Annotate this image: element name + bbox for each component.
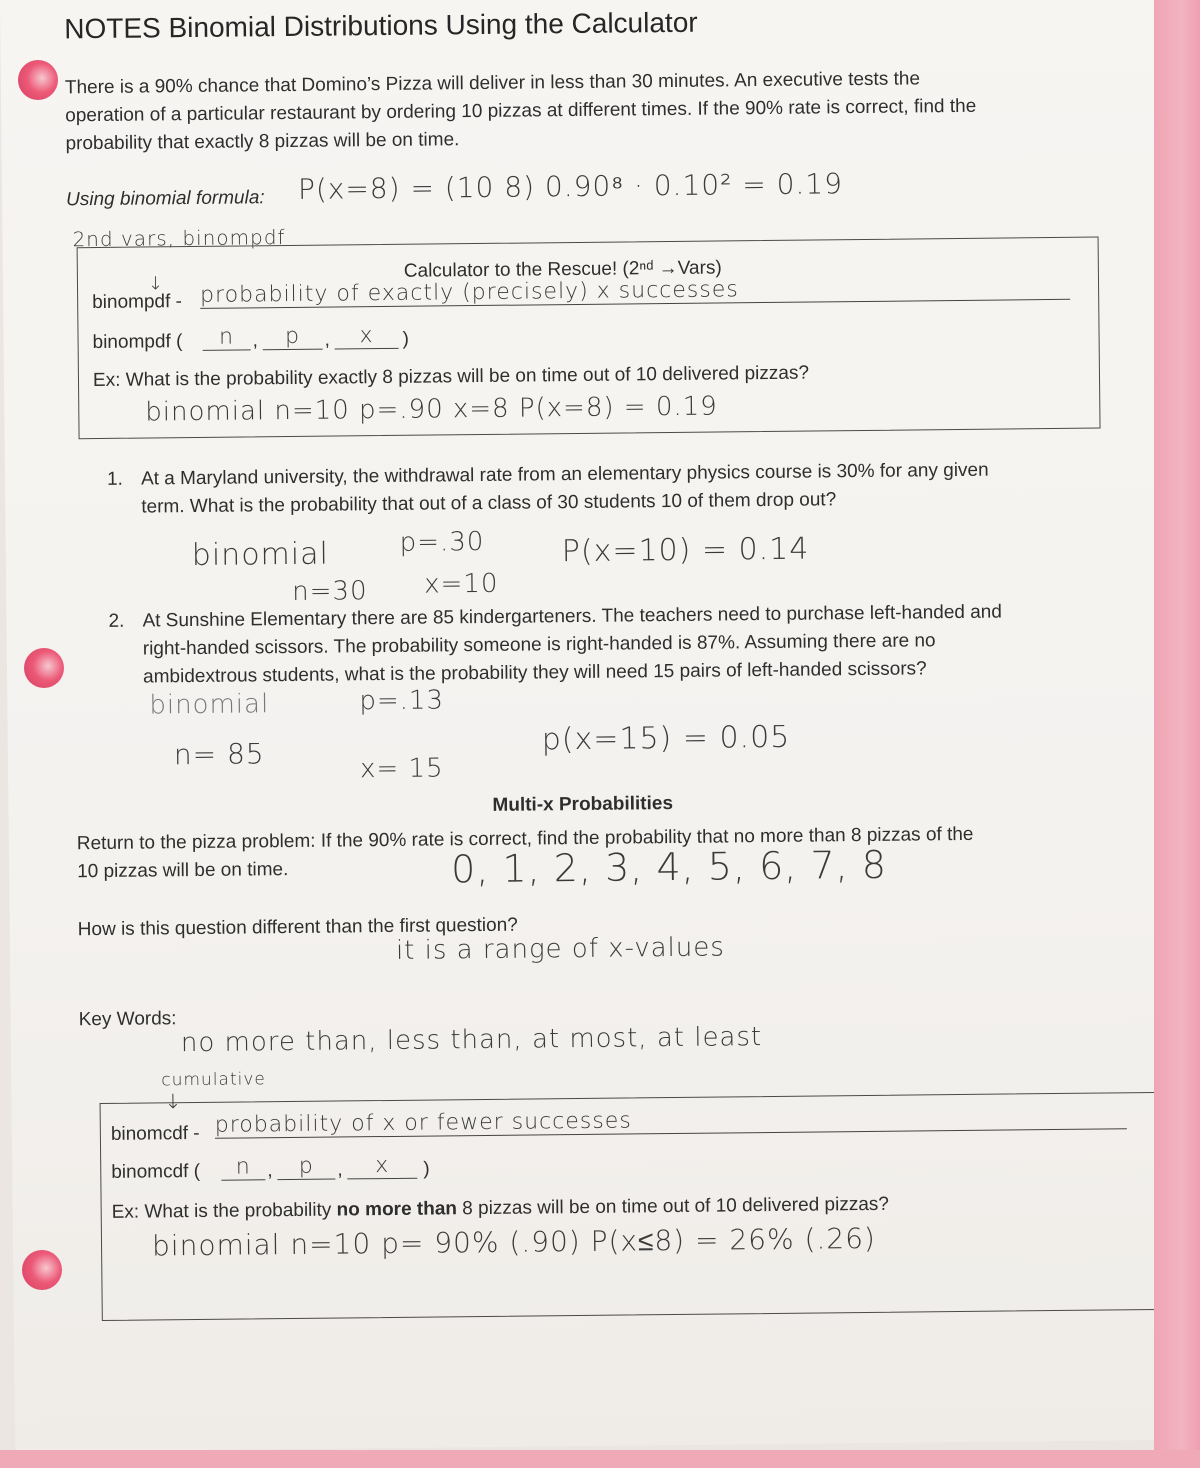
binompdf-syntax-prefix: binompdf (: [92, 331, 183, 354]
formula-label: Using binomial formula:: [65, 187, 265, 211]
box2-answer: binomial n=10 p= 90% (.90) P(x≤8) = 26% (.26): [151, 1221, 877, 1263]
punch-hole-top: [18, 60, 58, 100]
keywords-hw: no more than, less than, at most, at least: [180, 1022, 763, 1059]
binomcdf-p-blank: p: [277, 1154, 335, 1181]
formula-handwritten: P(x=8) = (10 8) 0.90⁸ · 0.10² = 0.19: [297, 167, 844, 206]
arrow-down-icon: ↓: [164, 1089, 183, 1114]
intro-line-1: There is a 90% chance that Domino’s Pizza will deliver in less than 30 minutes. An executive tests the: [64, 68, 921, 99]
binompdf-p-blank: p: [262, 324, 322, 351]
formula-note: 2nd vars, binompdf: [72, 225, 286, 252]
cumulative-hw: cumulative: [161, 1069, 266, 1091]
binompdf-syntax-suffix: ): [402, 328, 410, 350]
binomcdf-def-answer: probability of x or fewer successes: [215, 1103, 1127, 1139]
punch-hole-bottom: [22, 1250, 62, 1290]
q1-hw-b: p=.30: [399, 526, 485, 558]
binomcdf-syntax-prefix: binomcdf (: [111, 1160, 201, 1183]
q2-hw-e: p(x=15) = 0.05: [541, 719, 791, 758]
pink-folder-edge: [1154, 0, 1200, 1468]
binompdf-def-label: binompdf -: [92, 291, 183, 314]
punch-hole-middle: [24, 648, 64, 688]
binompdf-n-blank: n: [202, 324, 250, 351]
page-title: NOTES Binomial Distributions Using the Calculator: [64, 6, 698, 45]
box1-heading: Calculator to the Rescue! (2ⁿᵈ →Vars): [403, 257, 722, 282]
arrow-down-icon: ↓: [147, 273, 165, 295]
binomcdf-def-label: binomcdf -: [110, 1122, 200, 1145]
binompdf-x-blank: x: [334, 323, 398, 350]
q1-hw-a: binomial: [191, 536, 330, 574]
multi-line-2: 10 pizzas will be on time.: [77, 859, 289, 883]
binomcdf-x-blank: x: [347, 1153, 417, 1180]
q1-number: 1.: [106, 468, 123, 490]
box1-example: Ex: What is the probability exactly 8 pizzas will be on time out of 10 delivered pizzas?: [92, 362, 810, 392]
q1-line-1: At a Maryland university, the withdrawal rate from an elementary physics course is 30% for any given: [140, 459, 989, 490]
binomcdf-n-blank: n: [221, 1154, 265, 1180]
multi-hw-values: 0, 1, 2, 3, 4, 5, 6, 7, 8: [450, 842, 888, 892]
q1-hw-e: x=10: [423, 568, 499, 600]
q2-number: 2.: [108, 610, 125, 632]
q2-line-3: ambidextrous students, what is the probability they will need 15 pairs of left-handed scissors?: [142, 658, 927, 688]
multi-x-heading: Multi-x Probabilities: [492, 792, 674, 816]
intro-line-3: probability that exactly 8 pizzas will be on time.: [65, 129, 460, 155]
binompdf-box: Calculator to the Rescue! (2ⁿᵈ →Vars) ↓ binompdf - probability of exactly (precisely) x successes binompdf ( n , p , x ) Ex: What is the probability exactly 8 pizzas will be on time out of 10 delivered pizzas? binomial n=10 p=.90 x=8 P(x=8) = 0.19: [77, 237, 1101, 440]
q1-line-2: term. What is the probability that out of a class of 30 students 10 of them drop out?: [141, 489, 837, 518]
multi-question: How is this question different than the first question?: [77, 914, 518, 941]
box2-example: Ex: What is the probability no more than 8 pizzas will be on time out of 10 delivered pizzas?: [111, 1193, 890, 1223]
q2-line-2: right-handed scissors. The probability someone is right-handed is 87%. Assuming there are no: [142, 630, 936, 660]
q2-line-1: At Sunshine Elementary there are 85 kindergarteners. The teachers need to purchase left-handed and: [142, 601, 1002, 632]
multi-hw-answer: it is a range of x-values: [395, 932, 725, 966]
q1-hw-c: P(x=10) = 0.14: [561, 531, 810, 570]
q2-hw-a: binomial: [149, 689, 270, 721]
binomcdf-box: ↓ binomcdf - probability of x or fewer successes binomcdf ( n , p , x ) Ex: What is the probability no more than 8 pizzas will be on time out of 10 delivered pizzas? binomial n=10 p= 90% (.90) P(x≤8) = 26% (.26): [100, 1092, 1158, 1321]
q2-hw-b: p=.13: [359, 685, 445, 717]
multi-line-1: Return to the pizza problem: If the 90% rate is correct, find the probability that no more than 8 pizzas of the: [76, 823, 974, 855]
binompdf-def-answer: probability of exactly (precisely) x successes: [200, 274, 1070, 309]
q1-hw-d: n=30: [292, 576, 368, 607]
q2-hw-d: x= 15: [359, 753, 444, 785]
box1-answer: binomial n=10 p=.90 x=8 P(x=8) = 0.19: [145, 391, 718, 428]
pink-folder-bottom: [0, 1450, 1200, 1468]
q2-hw-c: n= 85: [173, 737, 265, 772]
intro-line-2: operation of a particular restaurant by ordering 10 pizzas at different times. If the 90% rate is correct, find the: [65, 95, 977, 127]
binomcdf-syntax-suffix: ): [423, 1158, 430, 1180]
keywords-label: Key Words:: [78, 1008, 177, 1031]
